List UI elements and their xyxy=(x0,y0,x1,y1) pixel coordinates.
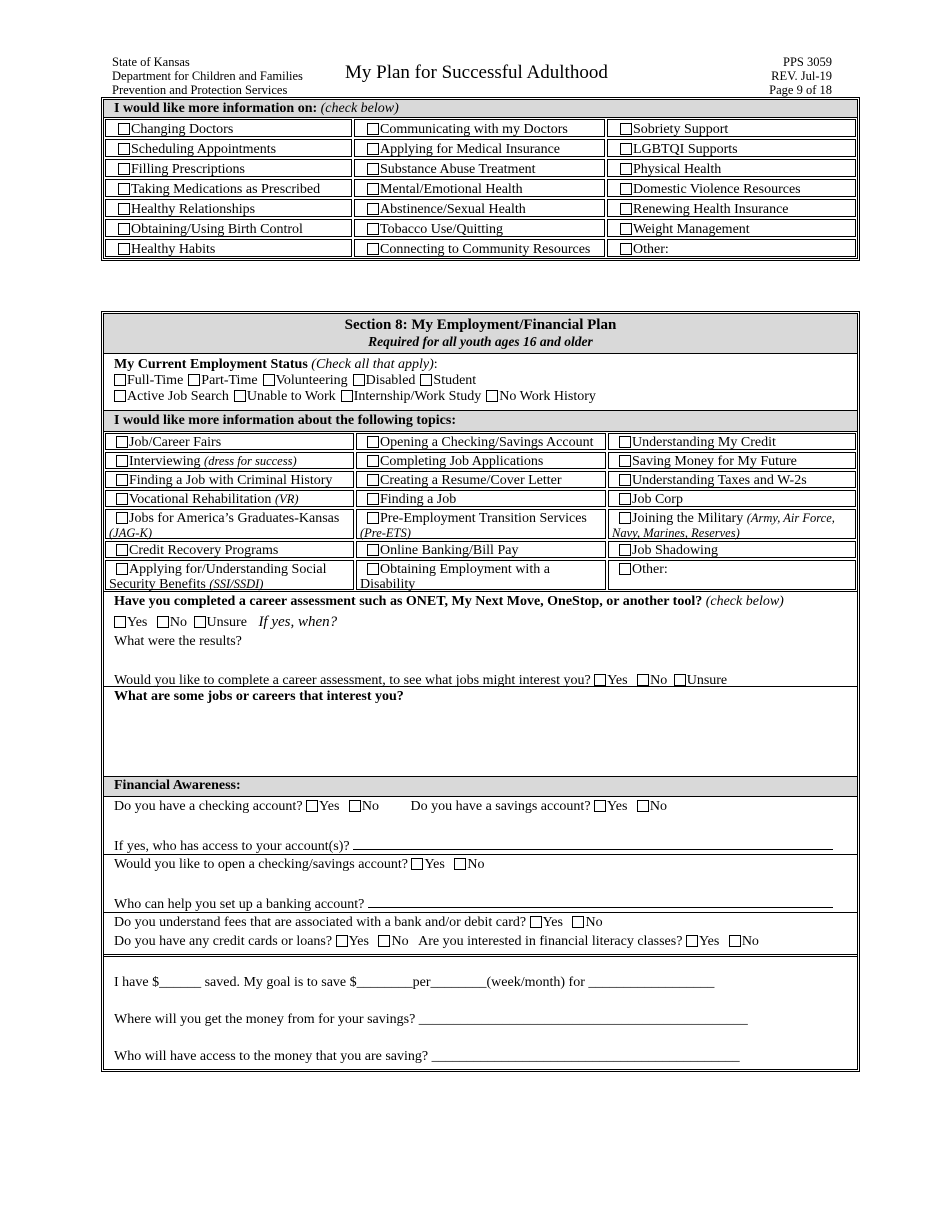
topic-option[interactable] xyxy=(105,452,354,469)
topic-label: Understanding My Credit xyxy=(632,435,776,450)
form-id-block xyxy=(740,55,832,97)
topic-note: (SSI/SSDI) xyxy=(209,577,264,591)
info-option[interactable] xyxy=(105,199,352,217)
checkbox-icon[interactable] xyxy=(367,163,379,175)
topic-label: Job Shadowing xyxy=(632,543,718,558)
topic-option[interactable] xyxy=(608,490,856,507)
checkbox-icon[interactable] xyxy=(619,544,631,556)
checkbox-icon[interactable] xyxy=(620,143,632,155)
access-answer-line[interactable] xyxy=(353,837,833,850)
status-label: Disabled xyxy=(365,373,416,388)
topic-label: Other: xyxy=(632,562,668,577)
checkbox-icon[interactable] xyxy=(367,512,379,524)
jobs-interest-block xyxy=(104,687,857,777)
checkbox-icon[interactable] xyxy=(367,143,379,155)
topic-note: (Pre-ETS) xyxy=(360,526,411,540)
status-options-row xyxy=(114,389,847,405)
info-option[interactable] xyxy=(105,179,352,197)
section-subtitle: Required for all youth ages 16 and older xyxy=(368,334,593,349)
checkbox-icon[interactable] xyxy=(367,123,379,135)
status-option[interactable] xyxy=(486,389,596,404)
savings-goal-block xyxy=(104,956,857,1069)
info-option[interactable] xyxy=(607,159,856,177)
info-option[interactable] xyxy=(354,119,605,137)
checkbox-icon[interactable] xyxy=(367,243,379,255)
agency-block xyxy=(112,55,303,97)
checkbox-icon[interactable] xyxy=(619,474,631,486)
savings-no-checkbox[interactable] xyxy=(637,800,649,812)
topic-line2 xyxy=(106,526,353,541)
page-title: My Plan for Successful Adulthood xyxy=(345,62,608,83)
financial-heading: Financial Awareness: xyxy=(104,777,857,797)
topic-row xyxy=(104,489,857,508)
checkbox-icon[interactable] xyxy=(367,183,379,195)
checkbox-icon[interactable] xyxy=(188,374,200,386)
topic-label: Saving Money for My Future xyxy=(632,454,797,469)
checkbox-icon[interactable] xyxy=(367,493,379,505)
topic-label: Obtaining Employment with a xyxy=(380,562,550,577)
assessment-question: Have you completed a career assessment such as ONET, My Next Move, OneStop, or another tool? xyxy=(114,594,703,609)
checkbox-icon[interactable] xyxy=(116,544,128,556)
complete-yes-checkbox[interactable] xyxy=(594,674,606,686)
checkbox-icon[interactable] xyxy=(118,163,130,175)
checkbox-icon[interactable] xyxy=(341,390,353,402)
topic-row xyxy=(104,432,857,451)
checkbox-icon[interactable] xyxy=(367,474,379,486)
option-label: Communicating with my Doctors xyxy=(380,122,568,137)
topic-line2 xyxy=(357,577,605,592)
checkbox-icon[interactable] xyxy=(118,223,130,235)
topic-row xyxy=(104,508,857,540)
topic-label: Vocational Rehabilitation xyxy=(129,492,275,507)
topic-option[interactable] xyxy=(608,471,856,488)
topic-label: Job Corp xyxy=(632,492,683,507)
checkbox-icon[interactable] xyxy=(367,455,379,467)
status-option[interactable] xyxy=(188,373,257,388)
agency-line: State of Kansas xyxy=(112,55,190,69)
fees-no-checkbox[interactable] xyxy=(572,916,584,928)
checkbox-icon[interactable] xyxy=(619,512,631,524)
status-label: No Work History xyxy=(499,389,596,404)
checkbox-icon[interactable] xyxy=(116,563,128,575)
info-row xyxy=(104,118,857,138)
info-option[interactable] xyxy=(105,159,352,177)
option-label: Substance Abuse Treatment xyxy=(380,162,536,177)
topic-note: (JAG-K) xyxy=(109,526,153,540)
topic-line2 xyxy=(106,577,353,592)
topic-label: Job/Career Fairs xyxy=(129,435,222,450)
topic-option[interactable] xyxy=(608,560,856,590)
topic-label: Online Banking/Bill Pay xyxy=(380,543,519,558)
open-no-checkbox[interactable] xyxy=(454,858,466,870)
checkbox-icon[interactable] xyxy=(118,143,130,155)
checkbox-icon[interactable] xyxy=(620,223,632,235)
option-label: Domestic Violence Resources xyxy=(633,182,801,197)
checkbox-icon[interactable] xyxy=(620,123,632,135)
complete-unsure-checkbox[interactable] xyxy=(674,674,686,686)
checkbox-icon[interactable] xyxy=(620,183,632,195)
employment-status-hint: (Check all that apply) xyxy=(311,357,434,372)
topic-label: Opening a Checking/Savings Account xyxy=(380,435,594,450)
info-option[interactable] xyxy=(354,179,605,197)
option-label: Obtaining/Using Birth Control xyxy=(131,222,303,237)
info-option[interactable] xyxy=(607,219,856,237)
info-row xyxy=(104,178,857,198)
topic-label: Understanding Taxes and W-2s xyxy=(632,473,807,488)
checkbox-icon[interactable] xyxy=(118,183,130,195)
checkbox-icon[interactable] xyxy=(116,474,128,486)
status-option[interactable] xyxy=(420,373,476,388)
info-option[interactable] xyxy=(354,219,605,237)
info-option[interactable] xyxy=(607,179,856,197)
open-account-question: Would you like to open a checking/savings account? xyxy=(114,857,408,872)
option-label: Applying for Medical Insurance xyxy=(380,142,560,157)
topic-option[interactable] xyxy=(356,509,606,539)
checkbox-icon[interactable] xyxy=(367,563,379,575)
status-label: Full-Time xyxy=(127,373,184,388)
info-option[interactable] xyxy=(105,119,352,137)
topic-label: Interviewing xyxy=(129,454,205,469)
topic-option[interactable] xyxy=(105,509,354,539)
info-grid xyxy=(104,118,857,258)
checkbox-icon[interactable] xyxy=(367,544,379,556)
topic-label: Pre-Employment Transition Services xyxy=(380,511,587,526)
fees-credit-block: Do you understand fees that are associated with a bank and/or debit card? Yes No Do you have any credit cards or loans? Yes No Are you interested in financial literacy classes? Yes No xyxy=(104,913,857,955)
option-label: Filling Prescriptions xyxy=(131,162,245,177)
checkbox-icon[interactable] xyxy=(367,436,379,448)
topic-label: Creating a Resume/Cover Letter xyxy=(380,473,562,488)
assessment-yes-checkbox[interactable] xyxy=(114,616,126,628)
checkbox-icon[interactable] xyxy=(353,374,365,386)
assessment-hint: (check below) xyxy=(705,594,784,609)
topic-option[interactable] xyxy=(105,433,354,450)
option-label: Mental/Emotional Health xyxy=(380,182,523,197)
info-row xyxy=(104,218,857,238)
topic-note: (VR) xyxy=(274,492,299,506)
section-title: Section 8: My Employment/Financial Plan xyxy=(344,317,617,333)
topic-option[interactable] xyxy=(356,471,606,488)
option-label: Abstinence/Sexual Health xyxy=(380,202,526,217)
status-option[interactable] xyxy=(234,389,336,404)
topic-row xyxy=(104,470,857,489)
topic-note: Navy, Marines, Reserves) xyxy=(612,526,740,540)
topic-label: Finding a Job with Criminal History xyxy=(129,473,333,488)
topic-label: Joining the Military xyxy=(632,511,747,526)
topic-line2 xyxy=(357,526,605,541)
option-label: LGBTQI Supports xyxy=(633,142,738,157)
checkbox-icon[interactable] xyxy=(118,243,130,255)
open-yes-checkbox[interactable] xyxy=(411,858,423,870)
checkbox-icon[interactable] xyxy=(118,123,130,135)
employment-status-label: My Current Employment Status xyxy=(114,357,308,372)
option-label: Weight Management xyxy=(633,222,750,237)
checking-yes-checkbox[interactable] xyxy=(306,800,318,812)
option-label: Healthy Habits xyxy=(131,242,216,257)
checkbox-icon[interactable] xyxy=(619,563,631,575)
checkbox-icon[interactable] xyxy=(263,374,275,386)
banking-help-question: Who can help you set up a banking account? xyxy=(114,897,365,912)
status-label: Internship/Work Study xyxy=(353,389,482,404)
topics-grid xyxy=(104,432,857,591)
jobs-interest-question: What are some jobs or careers that interest you? xyxy=(114,689,404,704)
checkbox-icon[interactable] xyxy=(620,203,632,215)
topic-option[interactable] xyxy=(608,452,856,469)
assessment-unsure-checkbox[interactable] xyxy=(194,616,206,628)
info-option[interactable] xyxy=(354,159,605,177)
checkbox-icon[interactable] xyxy=(486,390,498,402)
accounts-block: Do you have a checking account? Yes No Do you have a savings account? Yes No If yes, who has access to your account(s)? xyxy=(104,797,857,855)
topic-line2 xyxy=(609,526,855,541)
info-option[interactable] xyxy=(607,199,856,217)
results-question: What were the results? xyxy=(114,634,242,649)
savings-question: Do you have a savings account? xyxy=(410,799,591,814)
agency-line: Department for Children and Families xyxy=(112,69,303,83)
status-label: Volunteering xyxy=(275,373,348,388)
money-access-line[interactable]: Who will have access to the money that you are saving? ____________________________________________ xyxy=(114,1049,740,1064)
checkbox-icon[interactable] xyxy=(116,512,128,524)
complete-no-checkbox[interactable] xyxy=(637,674,649,686)
topic-row xyxy=(104,540,857,559)
checkbox-icon[interactable] xyxy=(114,390,126,402)
status-label: Student xyxy=(433,373,477,388)
info-row xyxy=(104,158,857,178)
status-label: Unable to Work xyxy=(246,389,336,404)
topic-option[interactable] xyxy=(105,471,354,488)
info-row xyxy=(104,238,857,258)
checkbox-icon[interactable] xyxy=(619,436,631,448)
status-option[interactable] xyxy=(114,389,229,404)
checkbox-icon[interactable] xyxy=(234,390,246,402)
info-option[interactable] xyxy=(607,239,856,257)
topic-option[interactable] xyxy=(608,433,856,450)
status-option[interactable] xyxy=(341,389,482,404)
option-label: Tobacco Use/Quitting xyxy=(380,222,504,237)
option-label: Sobriety Support xyxy=(633,122,729,137)
topic-label-cont: Security Benefits xyxy=(109,577,210,592)
assessment-no-checkbox[interactable] xyxy=(157,616,169,628)
checkbox-icon[interactable] xyxy=(619,493,631,505)
credit-yes-checkbox[interactable] xyxy=(336,935,348,947)
money-source-line[interactable]: Where will you get the money from for your savings? _______________________________________________ xyxy=(114,1012,748,1027)
checkbox-icon[interactable] xyxy=(367,203,379,215)
option-label: Connecting to Community Resources xyxy=(380,242,591,257)
info-heading: I would like more information on: (check below) xyxy=(104,100,857,118)
revision: REV. Jul-19 xyxy=(771,69,832,83)
status-options-row xyxy=(114,373,847,389)
info-option[interactable] xyxy=(354,139,605,157)
literacy-no-checkbox[interactable] xyxy=(729,935,741,947)
topic-option[interactable] xyxy=(356,433,606,450)
checkbox-icon[interactable] xyxy=(116,455,128,467)
banking-help-answer-line[interactable] xyxy=(368,895,833,908)
topic-label: Finding a Job xyxy=(380,492,457,507)
checkbox-icon[interactable] xyxy=(367,223,379,235)
info-option[interactable] xyxy=(607,139,856,157)
literacy-yes-checkbox[interactable] xyxy=(686,935,698,947)
section-8-employment-financial xyxy=(103,313,858,1070)
info-row xyxy=(104,198,857,218)
topic-option[interactable] xyxy=(608,541,856,558)
info-option[interactable] xyxy=(105,219,352,237)
if-yes-when: If yes, when? xyxy=(258,614,338,630)
info-request-table xyxy=(103,99,858,259)
open-account-block: Would you like to open a checking/savings account? Yes No Who can help you set up a banking account? xyxy=(104,855,857,913)
checkbox-icon[interactable] xyxy=(420,374,432,386)
topic-option[interactable] xyxy=(356,541,606,558)
employment-status: My Current Employment Status (Check all that apply): Full-Time Part-Time Volunteering Disabled Student Active Job Search Unable to Work Internship/Work Study No Work History xyxy=(104,354,857,411)
career-assessment-block: Have you completed a career assessment such as ONET, My Next Move, OneStop, or another tool? (check below) Yes No Unsure If yes, when? What were the results? Would you like to complete a career assessment, to see what jobs might interest you? Yes No Unsure xyxy=(104,591,857,687)
topics-heading: I would like more information about the following topics: xyxy=(104,411,857,432)
option-label: Physical Health xyxy=(633,162,722,177)
option-label: Changing Doctors xyxy=(131,122,234,137)
option-label: Taking Medications as Prescribed xyxy=(131,182,321,197)
literacy-question: Are you interested in financial literacy classes? xyxy=(418,934,683,949)
agency-line: Prevention and Protection Services xyxy=(112,83,288,97)
page-number: Page 9 of 18 xyxy=(769,83,832,97)
status-label: Part-Time xyxy=(201,373,258,388)
topic-row xyxy=(104,451,857,470)
section-heading xyxy=(104,314,857,354)
checkbox-icon[interactable] xyxy=(620,163,632,175)
status-option[interactable] xyxy=(114,373,183,388)
fees-yes-checkbox[interactable] xyxy=(530,916,542,928)
info-option[interactable] xyxy=(105,239,352,257)
topic-label: Jobs for America’s Graduates-Kansas xyxy=(129,511,340,526)
topic-label: Completing Job Applications xyxy=(380,454,544,469)
status-label: Active Job Search xyxy=(127,389,229,404)
checking-no-checkbox[interactable] xyxy=(349,800,361,812)
checkbox-icon[interactable] xyxy=(620,243,632,255)
topic-option[interactable] xyxy=(356,452,606,469)
topic-label-cont: Disability xyxy=(360,577,416,592)
topic-option[interactable] xyxy=(105,541,354,558)
option-label: Renewing Health Insurance xyxy=(633,202,789,217)
checkbox-icon[interactable] xyxy=(118,203,130,215)
status-option[interactable] xyxy=(263,373,348,388)
topic-label: Credit Recovery Programs xyxy=(129,543,279,558)
checkbox-icon[interactable] xyxy=(114,374,126,386)
checkbox-icon[interactable] xyxy=(116,493,128,505)
savings-goal-line[interactable]: I have $______ saved. My goal is to save $________per________(week/month) for __________________ xyxy=(114,975,715,990)
credit-no-checkbox[interactable] xyxy=(378,935,390,947)
info-option[interactable] xyxy=(354,239,605,257)
credit-question: Do you have any credit cards or loans? xyxy=(114,934,333,949)
fees-question: Do you understand fees that are associated with a bank and/or debit card? xyxy=(114,915,527,930)
topic-option[interactable] xyxy=(356,490,606,507)
savings-yes-checkbox[interactable] xyxy=(594,800,606,812)
topic-option[interactable] xyxy=(105,490,354,507)
topic-option[interactable] xyxy=(356,560,606,590)
info-row xyxy=(104,138,857,158)
checkbox-icon[interactable] xyxy=(116,436,128,448)
info-option[interactable] xyxy=(354,199,605,217)
status-option[interactable] xyxy=(353,373,416,388)
option-label: Other: xyxy=(633,242,669,257)
topic-option[interactable] xyxy=(608,509,856,539)
checking-question: Do you have a checking account? xyxy=(114,799,303,814)
topic-option[interactable] xyxy=(105,560,354,590)
form-number: PPS 3059 xyxy=(783,55,832,69)
access-question: If yes, who has access to your account(s)? xyxy=(114,839,350,854)
complete-assessment-question: Would you like to complete a career assessment, to see what jobs might interest you? xyxy=(114,673,591,688)
topic-note: (dress for success) xyxy=(204,454,297,468)
info-option[interactable] xyxy=(607,119,856,137)
topic-note: (Army, Air Force, xyxy=(746,511,835,525)
info-option[interactable] xyxy=(105,139,352,157)
topic-row xyxy=(104,559,857,591)
option-label: Healthy Relationships xyxy=(131,202,256,217)
option-label: Scheduling Appointments xyxy=(131,142,277,157)
checkbox-icon[interactable] xyxy=(619,455,631,467)
topic-label: Applying for/Understanding Social xyxy=(129,562,327,577)
